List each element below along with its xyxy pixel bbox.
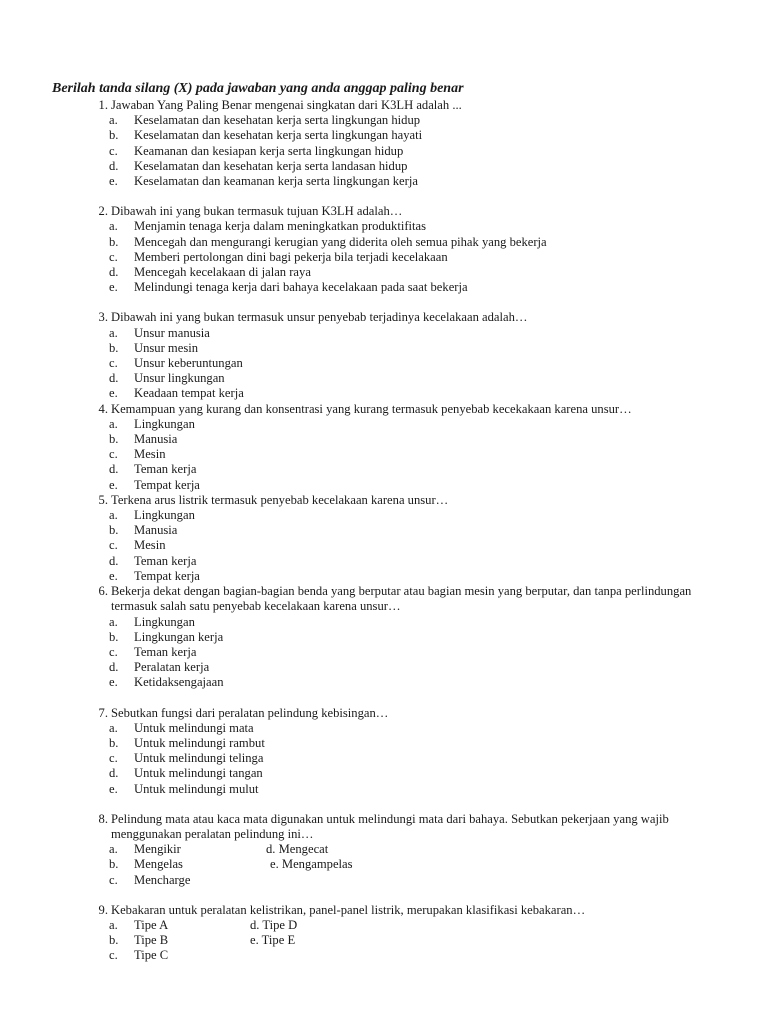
option-text: Menjamin tenaga kerja dalam meningkatkan produktifitas <box>134 219 427 234</box>
option-row <box>0 948 768 963</box>
option-text: Mencharge <box>134 872 191 887</box>
option-letter: d. <box>109 371 119 386</box>
question-text: Sebutkan fungsi dari peralatan pelindung kebisingan… <box>111 705 389 720</box>
option-d[interactable] <box>0 265 768 280</box>
option-text: Keselamatan dan kesehatan kerja serta landasan hidup <box>134 158 408 173</box>
option-text: Tempat kerja <box>134 568 200 583</box>
option-text: Teman kerja <box>134 553 197 568</box>
option-text: Keselamatan dan kesehatan kerja serta lingkungan hayati <box>134 128 423 143</box>
option-letter: b. <box>109 128 119 143</box>
option-letter: c. <box>109 356 118 371</box>
question-number: 3. <box>98 310 108 325</box>
option-letter: d. <box>109 660 119 675</box>
option-text: Lingkungan <box>134 614 195 629</box>
option-text: Unsur lingkungan <box>134 371 225 386</box>
option-text: Peralatan kerja <box>134 660 210 675</box>
option-d[interactable] <box>0 159 768 174</box>
option-text: Keadaan tempat kerja <box>134 386 244 401</box>
option-text: Melindungi tenaga kerja dari bahaya kecelakaan pada saat bekerja <box>134 280 468 295</box>
option-e[interactable] <box>0 782 768 797</box>
question-number: 1. <box>98 98 108 112</box>
option-text: Untuk melindungi tangan <box>134 766 263 781</box>
option-a[interactable] <box>0 219 768 234</box>
option-text: Keselamatan dan kesehatan kerja serta lingkungan hidup <box>134 113 421 128</box>
option-text: Manusia <box>134 523 178 538</box>
question-number: 2. <box>98 204 108 219</box>
option-letter: e. <box>109 568 118 583</box>
option-text: Untuk melindungi mulut <box>134 781 259 796</box>
option-b[interactable] <box>0 736 768 751</box>
option-letter: e. <box>109 675 118 690</box>
option-letter: a. <box>109 842 118 857</box>
option-letter: b. <box>109 432 119 447</box>
option-text: Tipe B <box>134 933 169 948</box>
question-number: 6. <box>98 584 108 599</box>
option-text: Keamanan dan kesiapan kerja serta lingkungan hidup <box>134 143 404 158</box>
option-text: Teman kerja <box>134 462 197 477</box>
option-b[interactable] <box>0 341 768 356</box>
instructions-title: Berilah tanda silang (X) pada jawaban yang anda anggap paling benar <box>52 81 464 96</box>
option-b[interactable] <box>0 128 768 143</box>
option-b[interactable] <box>0 235 768 250</box>
option-letter: c. <box>109 447 118 462</box>
option-letter: a. <box>109 917 118 932</box>
option-letter: d. <box>109 462 119 477</box>
option-c[interactable] <box>0 447 768 462</box>
option-row <box>0 933 768 948</box>
question-text: Dibawah ini yang bukan termasuk unsur penyebab terjadinya kecelakaan adalah… <box>111 310 528 325</box>
question-9 <box>0 903 768 964</box>
option-text: Keselamatan dan keamanan kerja serta lingkungan kerja <box>134 174 418 189</box>
option-letter: e. <box>109 477 118 492</box>
option-b[interactable] <box>0 933 250 948</box>
option-letter: c. <box>109 751 118 766</box>
option-d[interactable] <box>0 371 768 386</box>
option-letter: c. <box>109 249 118 264</box>
option-a[interactable] <box>0 508 768 523</box>
question-number: 4. <box>98 401 108 416</box>
option-text: Mesin <box>134 447 166 462</box>
option-text: Untuk melindungi telinga <box>134 751 264 766</box>
option-row <box>0 857 768 872</box>
option-d[interactable] <box>0 766 768 781</box>
option-letter: d. <box>109 265 119 280</box>
option-letter: c. <box>109 948 118 963</box>
option-a[interactable] <box>0 326 768 341</box>
question-number: 9. <box>98 902 108 917</box>
option-b[interactable] <box>0 523 768 538</box>
option-d[interactable]: d. Tipe D <box>250 917 298 932</box>
option-letter: a. <box>109 416 118 431</box>
option-b[interactable] <box>0 630 768 645</box>
option-text: Mesin <box>134 538 166 553</box>
option-text: Unsur keberuntungan <box>134 356 243 371</box>
option-letter: a. <box>109 614 118 629</box>
question-number: 8. <box>98 811 108 826</box>
option-text: Mengikir <box>134 842 181 857</box>
option-e[interactable] <box>0 675 768 690</box>
option-c[interactable] <box>0 538 768 553</box>
option-c[interactable] <box>0 873 266 888</box>
option-c[interactable] <box>0 751 768 766</box>
option-letter: a. <box>109 325 118 340</box>
option-letter: a. <box>109 113 118 128</box>
option-letter: c. <box>109 538 118 553</box>
question-8 <box>0 812 768 888</box>
option-a[interactable] <box>0 918 250 933</box>
option-letter: e. <box>109 174 118 189</box>
option-a[interactable] <box>0 113 768 128</box>
question-text: Jawaban Yang Paling Benar mengenai singkatan dari K3LH adalah ... <box>111 98 462 112</box>
question-text: Bekerja dekat dengan bagian-bagian benda yang berputar atau bagian mesin yang berputar, dan tanpa perlindungan termasuk salah satu penyebab kecelakaan karena unsur… <box>111 584 692 614</box>
option-d[interactable] <box>0 462 768 477</box>
option-text: Mencegah kecelakaan di jalan raya <box>134 265 311 280</box>
option-a[interactable] <box>0 417 768 432</box>
option-text: Teman kerja <box>134 644 197 659</box>
question-6 <box>0 584 768 690</box>
option-a[interactable] <box>0 721 768 736</box>
question-number: 7. <box>98 705 108 720</box>
question-text: Kebakaran untuk peralatan kelistrikan, panel-panel listrik, merupakan klasifikasi kebakaran… <box>111 902 586 917</box>
option-letter: a. <box>109 219 118 234</box>
option-c[interactable] <box>0 645 768 660</box>
option-text: Tipe A <box>134 917 169 932</box>
option-letter: b. <box>109 629 119 644</box>
option-letter: e. <box>109 781 118 796</box>
option-letter: b. <box>109 735 119 750</box>
option-letter: b. <box>109 523 119 538</box>
option-letter: a. <box>109 508 118 523</box>
option-text: Mengelas <box>134 857 183 872</box>
option-text: Manusia <box>134 432 178 447</box>
option-text: Lingkungan kerja <box>134 629 224 644</box>
option-c[interactable] <box>0 356 768 371</box>
question-4 <box>0 402 768 493</box>
option-text: Memberi pertolongan dini bagi pekerja bila terjadi kecelakaan <box>134 249 448 264</box>
question-7 <box>0 706 768 797</box>
option-e[interactable] <box>0 280 768 295</box>
option-letter: d. <box>109 766 119 781</box>
option-letter: a. <box>109 720 118 735</box>
option-c[interactable] <box>0 144 768 159</box>
option-d[interactable]: d. Mengecat <box>266 842 329 857</box>
option-text: Tipe C <box>134 948 169 963</box>
option-text: Mencegah dan mengurangi kerugian yang diderita oleh semua pihak yang bekerja <box>134 234 547 249</box>
option-letter: b. <box>109 933 119 948</box>
option-a[interactable] <box>0 842 266 857</box>
question-5 <box>0 493 768 584</box>
option-e[interactable]: e. Mengampelas <box>270 857 353 872</box>
option-e[interactable] <box>0 569 768 584</box>
option-c[interactable] <box>0 250 768 265</box>
option-text: Unsur mesin <box>134 340 199 355</box>
option-letter: e. <box>109 386 118 401</box>
option-d[interactable] <box>0 554 768 569</box>
option-row <box>0 873 768 888</box>
option-b[interactable] <box>0 432 768 447</box>
option-text: Tempat kerja <box>134 477 200 492</box>
option-row <box>0 842 768 857</box>
question-text: Pelindung mata atau kaca mata digunakan untuk melindungi mata dari bahaya. Sebutkan pekerjaan yang wajib menggunakan peralatan pelindung ini… <box>111 811 669 841</box>
question-number: 5. <box>98 492 108 507</box>
question-1 <box>0 98 768 189</box>
option-letter: b. <box>109 340 119 355</box>
option-e[interactable] <box>0 478 768 493</box>
question-3 <box>0 310 768 401</box>
option-d[interactable] <box>0 660 768 675</box>
option-letter: c. <box>109 644 118 659</box>
question-text: Dibawah ini yang bukan termasuk tujuan K3LH adalah… <box>111 204 403 219</box>
option-letter: c. <box>109 872 118 887</box>
option-letter: c. <box>109 143 118 158</box>
option-text: Untuk melindungi mata <box>134 720 254 735</box>
option-letter: d. <box>109 158 119 173</box>
option-letter: b. <box>109 234 119 249</box>
option-text: Ketidaksengajaan <box>134 675 224 690</box>
option-letter: b. <box>109 857 119 872</box>
option-a[interactable] <box>0 615 768 630</box>
option-text: Unsur manusia <box>134 325 210 340</box>
option-text: Untuk melindungi rambut <box>134 735 265 750</box>
option-e[interactable] <box>0 386 768 401</box>
question-2 <box>0 204 768 295</box>
option-e[interactable] <box>0 174 768 189</box>
option-letter: e. <box>109 280 118 295</box>
option-c[interactable] <box>0 948 250 963</box>
option-text: Lingkungan <box>134 508 195 523</box>
question-text: Kemampuan yang kurang dan konsentrasi yang kurang termasuk penyebab kecekakaan karena unsur… <box>111 401 632 416</box>
option-e[interactable]: e. Tipe E <box>250 933 296 948</box>
document-page <box>0 80 768 964</box>
option-b[interactable] <box>0 857 266 872</box>
option-letter: d. <box>109 553 119 568</box>
option-row <box>0 918 768 933</box>
option-text: Lingkungan <box>134 416 195 431</box>
question-text: Terkena arus listrik termasuk penyebab kecelakaan karena unsur… <box>111 492 449 507</box>
